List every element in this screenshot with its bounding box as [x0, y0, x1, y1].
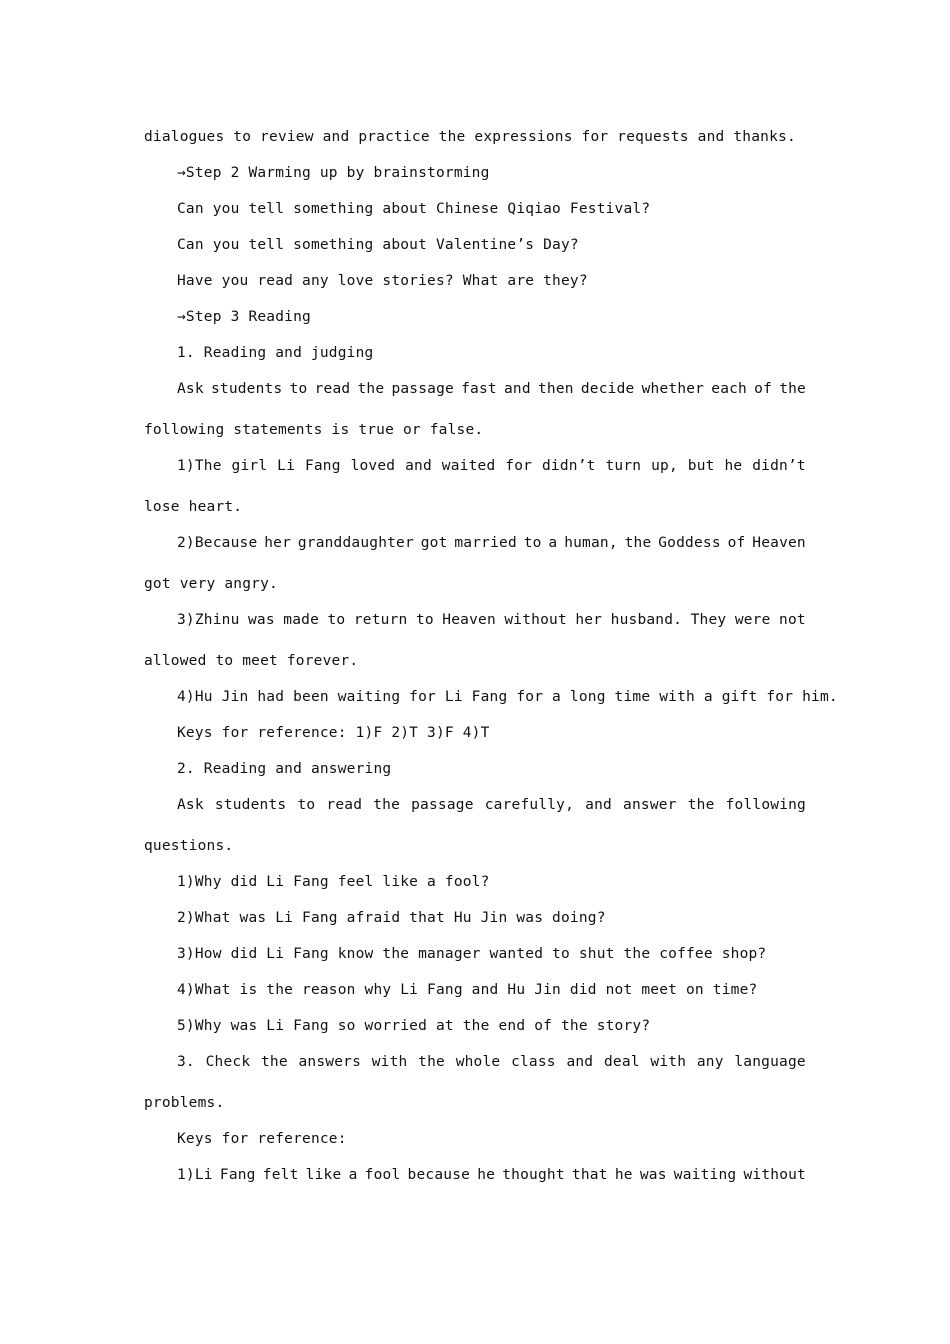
word: her [264, 535, 291, 551]
text-line: lose heart. [144, 499, 243, 515]
word: deal [603, 1054, 640, 1070]
word: without [743, 1167, 806, 1183]
word: class [511, 1054, 556, 1070]
word: felt [262, 1167, 299, 1183]
word: didn’t [752, 458, 806, 474]
text-line-justified [177, 795, 806, 815]
word: Check [205, 1054, 251, 1070]
word: Heaven [752, 535, 806, 551]
word: Fang [219, 1167, 256, 1183]
word: Li [277, 458, 296, 474]
word: 3)Zhinu [177, 612, 240, 628]
word: thought [502, 1167, 565, 1183]
step-heading: →Step 2 Warming up by brainstorming [177, 165, 490, 181]
step-heading: →Step 3 Reading [177, 309, 311, 325]
word: to [523, 535, 542, 551]
word: the [779, 381, 806, 397]
word: human, [564, 535, 618, 551]
word: answers [298, 1054, 361, 1070]
word: because [407, 1167, 471, 1183]
word: Ask [177, 797, 204, 813]
word: like [305, 1167, 342, 1183]
word: her [575, 612, 603, 628]
word: girl [231, 458, 268, 474]
word: were [734, 612, 771, 628]
word: passage [411, 797, 474, 813]
text-line-justified [177, 379, 806, 399]
text-line: following statements is true or false. [144, 422, 484, 438]
text-line-justified [177, 1052, 806, 1072]
word: whole [455, 1054, 501, 1070]
word: waited [441, 458, 496, 474]
text-line-justified [177, 1165, 806, 1185]
word: the [687, 797, 715, 813]
word: students [210, 381, 283, 397]
word: of [727, 535, 746, 551]
word: any [696, 1054, 724, 1070]
word: the [357, 381, 385, 397]
text-line: Can you tell something about Valentine’s Day? [177, 237, 579, 253]
section-heading: 2. Reading and answering [177, 761, 392, 777]
word: but [687, 458, 715, 474]
word: that [571, 1167, 608, 1183]
question-item: 1)Why did Li Fang feel like a fool? [177, 874, 490, 890]
text-line: 4)Hu Jin had been waiting for Li Fang for a long time with a gift for him. [177, 689, 838, 705]
word: without [504, 612, 567, 628]
word: the [418, 1054, 445, 1070]
word: Heaven [442, 612, 496, 628]
word: 2)Because [177, 535, 258, 551]
word: for [505, 458, 533, 474]
word: with [371, 1054, 408, 1070]
word: with [650, 1054, 687, 1070]
word: the [624, 535, 652, 551]
word: to [297, 797, 316, 813]
text-line: dialogues to review and practice the expressions for requests and thanks. [144, 129, 796, 145]
word: answer [623, 797, 677, 813]
word: to [289, 381, 308, 397]
word: 3. [177, 1054, 195, 1070]
word: language [734, 1054, 806, 1070]
word: carefully, [484, 797, 575, 813]
question-item: 4)What is the reason why Li Fang and Hu Jin did not meet on time? [177, 982, 758, 998]
word: fast [461, 381, 497, 397]
word: was [248, 612, 275, 628]
word: 1)The [177, 458, 222, 474]
text-line: questions. [144, 838, 234, 854]
word: and [504, 381, 531, 397]
word: a [548, 535, 558, 551]
word: husband. [610, 612, 683, 628]
word: to [327, 612, 346, 628]
word: loved [350, 458, 396, 474]
word: fool [364, 1167, 401, 1183]
word: Ask [177, 381, 204, 397]
word: married [454, 535, 517, 551]
word: didn’t [541, 458, 596, 474]
section-heading: 1. Reading and judging [177, 345, 374, 361]
word: the [373, 797, 401, 813]
word: They [690, 612, 727, 628]
question-item: 5)Why was Li Fang so worried at the end of the story? [177, 1018, 651, 1034]
word: he [724, 458, 743, 474]
word: return [353, 612, 408, 628]
text-line: got very angry. [144, 576, 278, 592]
word: made [283, 612, 320, 628]
word: following [725, 797, 806, 813]
word: a [348, 1167, 358, 1183]
word: decide [580, 381, 635, 397]
word: 1)Li [177, 1167, 213, 1183]
word: to [415, 612, 434, 628]
word: and [566, 1054, 594, 1070]
text-line: Have you read any love stories? What are they? [177, 273, 588, 289]
text-line-justified [177, 533, 806, 553]
word: of [754, 381, 773, 397]
text-line: Can you tell something about Chinese Qiqiao Festival? [177, 201, 651, 217]
word: and [585, 797, 612, 813]
word: read [326, 797, 363, 813]
word: read [314, 381, 351, 397]
word: each [711, 381, 747, 397]
question-item: 2)What was Li Fang afraid that Hu Jin was doing? [177, 910, 606, 926]
text-line: allowed to meet forever. [144, 653, 359, 669]
word: was [639, 1167, 667, 1183]
word: the [260, 1054, 288, 1070]
word: passage [391, 381, 454, 397]
word: granddaughter [297, 535, 414, 551]
word: whether [641, 381, 705, 397]
word: waiting [673, 1167, 737, 1183]
word: turn [605, 458, 642, 474]
word: up, [651, 458, 678, 474]
word: then [537, 381, 574, 397]
word: Fang [304, 458, 341, 474]
text-line-justified [177, 456, 806, 476]
text-line-justified [177, 610, 806, 630]
word: Goddess [658, 535, 721, 551]
word: he [614, 1167, 633, 1183]
section-heading: Keys for reference: [177, 1131, 347, 1147]
answer-keys: Keys for reference: 1)F 2)T 3)F 4)T [177, 725, 490, 741]
text-line: problems. [144, 1095, 225, 1111]
word: he [477, 1167, 496, 1183]
question-item: 3)How did Li Fang know the manager wanted to shut the coffee shop? [177, 946, 767, 962]
word: got [420, 535, 448, 551]
word: not [779, 612, 806, 628]
word: students [214, 797, 287, 813]
word: and [405, 458, 432, 474]
